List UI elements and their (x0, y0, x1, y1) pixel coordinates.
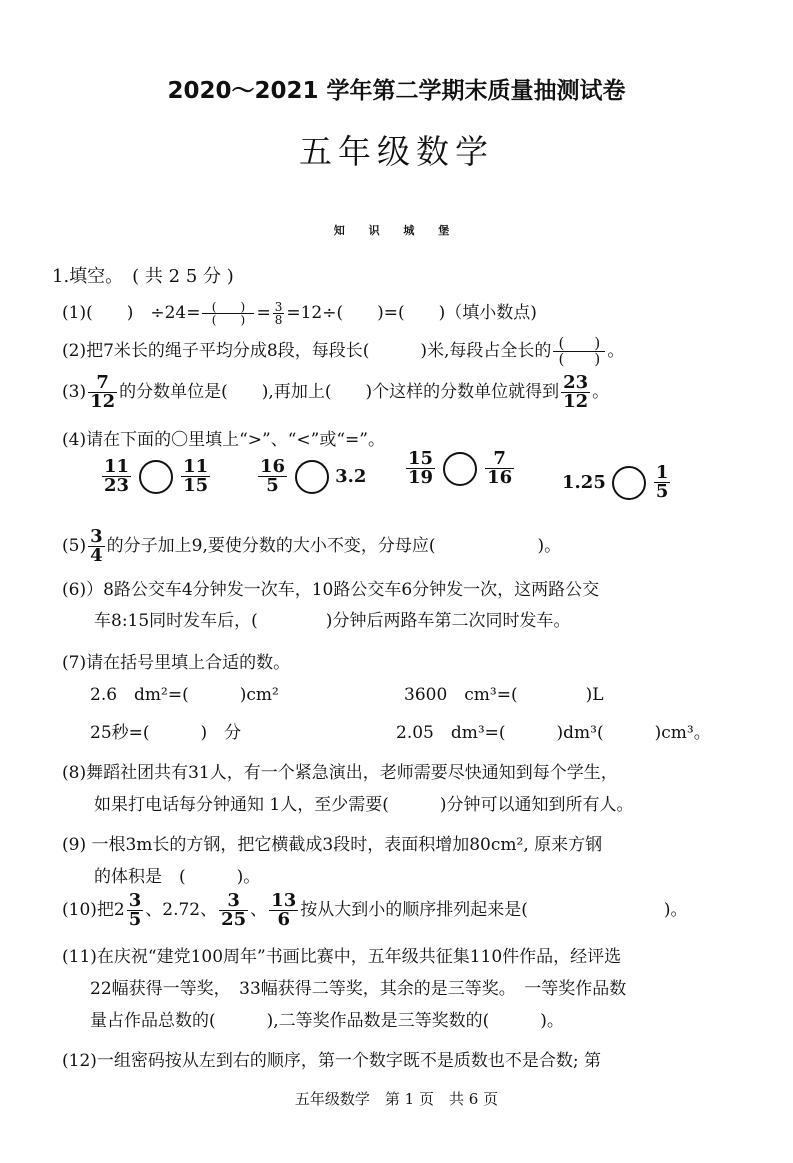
compare-4-left: 1.25 (562, 472, 606, 493)
compare-circle-4[interactable] (612, 466, 646, 500)
question-1-7: (7)请在括号里填上合适的数。 (62, 653, 291, 673)
question-1-6-line-1: (6)）8路公交车4分钟发一次车，10路公交车6分钟发一次，这两路公交 (62, 580, 600, 600)
q1-10-text-b: 、2.72、 (145, 900, 218, 920)
question-1-5 (62, 528, 561, 565)
question-1-1 (62, 298, 537, 326)
q1-7-d: 2.05 dm³=( )dm³( )cm³。 (396, 723, 711, 743)
compare-2-right: 3.2 (335, 466, 367, 487)
question-1-4: (4)请在下面的〇里填上“>”、“<”或“=”。 (62, 430, 385, 450)
section-heading: 知 识 城 堡 (333, 224, 460, 237)
question-1-8-line-2: 如果打电话每分钟通知 1人，至少需要( )分钟可以通知到所有人。 (94, 795, 634, 815)
q1-3-end: 。 (592, 382, 610, 402)
question-1-3 (62, 374, 609, 411)
q1-10-fraction-b: $\frac{3}{25}$ (221, 890, 247, 930)
q1-5-label: (5) (62, 536, 87, 556)
q1-10-text-d: 按从大到小的顺序排列起来是( )。 (300, 900, 688, 920)
q1-7-a: 2.6 dm²=( )cm² (90, 685, 279, 705)
question-1-9-line-1: (9) 一根3m长的方钢，把它横截成3段时，表面积增加80cm², 原来方钢 (62, 835, 603, 855)
question-1-2 (62, 336, 624, 367)
q1-10-text-c: 、 (250, 900, 268, 920)
q1-2-text: (2)把7米长的绳子平均分成8段，每段长( )米,每段占全长的 (62, 341, 552, 361)
question-1-10 (62, 892, 688, 929)
question-1-heading: 1.填空。 ( 共 2 5 分 ) (52, 266, 234, 287)
compare-item-4 (562, 464, 672, 501)
q1-7-c: 25秒=( ) 分 (90, 723, 242, 743)
question-1-6-line-2: 车8:15同时发车后，( )分钟后两路车第二次同时发车。 (94, 611, 571, 631)
question-1-11-line-3: 量占作品总数的( ),二等奖作品数是三等奖数的( )。 (90, 1011, 564, 1031)
question-1-8-line-1: (8)舞蹈社团共有31人，有一个紧急演出，老师需要尽快通知到每个学生， (62, 763, 618, 783)
q1-3-fraction-b: $\frac{23}{12}$ (563, 372, 589, 412)
question-1-11-line-2: 22幅获得一等奖， 33幅获得二等奖，其余的是三等奖。 一等奖作品数 (90, 979, 627, 999)
compare-item-1 (100, 458, 212, 495)
question-1-11-line-1: (11)在庆祝“建党100周年”书画比赛中，五年级共征集110件作品，经评选 (62, 947, 622, 967)
compare-item-3 (404, 450, 516, 487)
compare-circle-2[interactable] (295, 460, 329, 494)
question-1-12-line-1: (12)一组密码按从左到右的顺序，第一个数字既不是质数也不是合数; 第 (62, 1051, 602, 1071)
q1-10-text-a: (10)把2 (62, 900, 125, 920)
compare-1-left: $\frac{11}{23}$ (104, 456, 130, 496)
exam-title: 2020～2021 学年第二学期末质量抽测试卷 (167, 78, 626, 104)
q1-1-fraction: $\frac{3}{8}$ (274, 300, 283, 327)
q1-3-label: (3) (62, 382, 87, 402)
compare-circle-1[interactable] (139, 460, 173, 494)
compare-3-right: $\frac{7}{16}$ (487, 448, 513, 488)
question-1-9-line-2: 的体积是 ( )。 (94, 867, 261, 887)
q1-1-blank-fraction: $\frac{( )}{( )}$ (202, 301, 254, 326)
q1-2-end: 。 (607, 341, 625, 361)
exam-subtitle: 五年级数学 (299, 132, 494, 171)
q1-10-fraction-a: $\frac{3}{5}$ (128, 890, 142, 930)
compare-item-2 (256, 458, 366, 495)
q1-3-fraction-a: $\frac{7}{12}$ (90, 372, 116, 412)
q1-7-b: 3600 cm³=( )L (404, 685, 604, 705)
q1-1-text-b: =12÷( )=( )（填小数点) (286, 303, 537, 323)
compare-4-right: $\frac{1}{5}$ (655, 462, 669, 502)
compare-1-right: $\frac{11}{15}$ (183, 456, 209, 496)
compare-circle-3[interactable] (443, 452, 477, 486)
compare-3-left: $\frac{15}{19}$ (408, 448, 434, 488)
q1-3-text: 的分数单位是( ),再加上( )个这样的分数单位就得到 (119, 382, 560, 402)
page-footer: 五年级数学 第 1 页 共 6 页 (294, 1090, 499, 1108)
q1-10-fraction-c: $\frac{13}{6}$ (271, 890, 297, 930)
q1-5-fraction: $\frac{3}{4}$ (90, 526, 103, 566)
q1-5-text: 的分子加上9,要使分数的大小不变，分母应( )。 (106, 536, 562, 556)
q1-1-eq: = (256, 303, 271, 323)
q1-1-text-a: (1)( ) ÷24= (62, 303, 201, 323)
q1-2-blank-fraction: $\frac{( )}{( )}$ (553, 336, 605, 367)
compare-2-left: $\frac{16}{5}$ (260, 456, 286, 496)
